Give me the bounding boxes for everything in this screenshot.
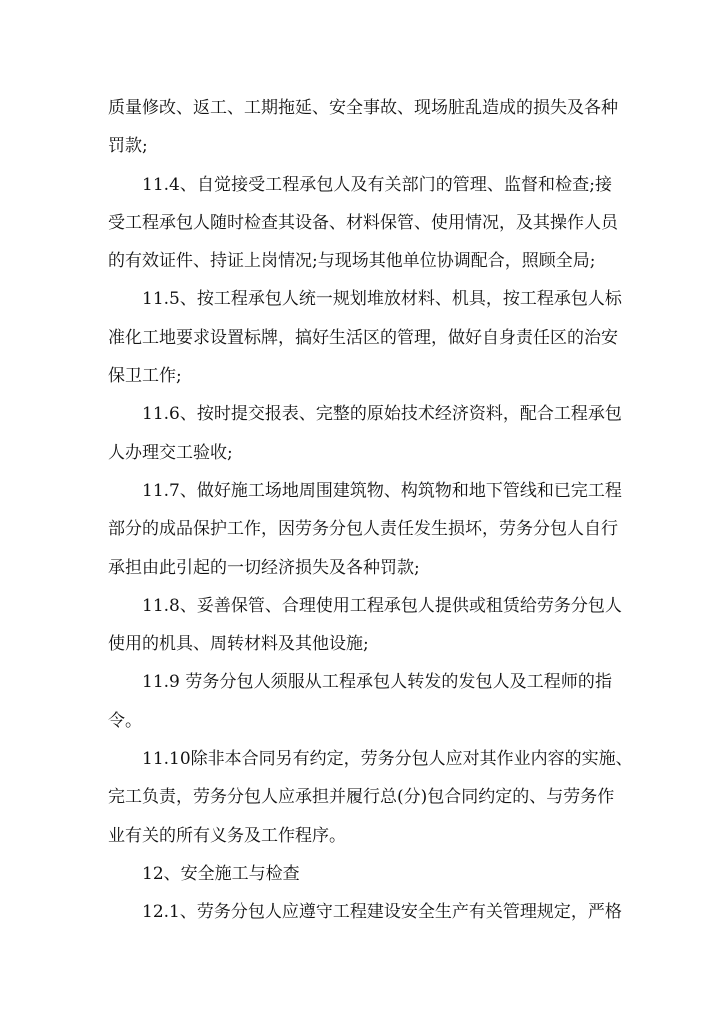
clause-11-9-start: 11.9 劳务分包人须服从工程承包人转发的发包人及工程师的指 xyxy=(142,672,612,693)
text-line: 准化工地要求设置标牌，搞好生活区的管理，做好自身责任区的治安 xyxy=(108,327,618,348)
text-line: 承担由此引起的一切经济损失及各种罚款; xyxy=(108,557,420,578)
text-line: 业有关的所有义务及工作程序。 xyxy=(108,825,346,846)
text-line: 保卫工作; xyxy=(108,366,182,387)
text-line: 使用的机具、周转材料及其他设施; xyxy=(108,634,369,655)
clause-11-8-start: 11.8、妥善保管、合理使用工程承包人提供或租赁给劳务分包人 xyxy=(142,595,622,616)
text-line: 部分的成品保护工作，因劳务分包人责任发生损坏，劳务分包人自行 xyxy=(108,519,618,540)
text-line: 令。 xyxy=(108,710,142,731)
text-line: 完工负责，劳务分包人应承担并履行总(分)包合同约定的、与劳务作 xyxy=(108,787,615,808)
section-12-heading: 12、安全施工与检查 xyxy=(142,863,300,884)
text-line: 受工程承包人随时检查其设备、材料保管、使用情况，及其操作人员 xyxy=(108,212,618,233)
clause-11-7-start: 11.7、做好施工场地周围建筑物、构筑物和地下管线和已完工程 xyxy=(142,480,622,501)
clause-11-4-start: 11.4、自觉接受工程承包人及有关部门的管理、监督和检查;接 xyxy=(142,174,612,195)
text-line: 质量修改、返工、工期拖延、安全事故、现场脏乱造成的损失及各种 xyxy=(108,98,618,118)
clause-12-1-start: 12.1、劳务分包人应遵守工程建设安全生产有关管理规定，严格 xyxy=(142,902,622,923)
text-line: 罚款; xyxy=(108,136,148,157)
clause-11-10-start: 11.10除非本合同另有约定，劳务分包人应对其作业内容的实施、 xyxy=(142,749,633,770)
body-text xyxy=(108,89,633,932)
clause-11-6-start: 11.6、按时提交报表、完整的原始技术经济资料，配合工程承包 xyxy=(142,404,622,425)
text-line: 的有效证件、持证上岗情况;与现场其他单位协调配合，照顾全局; xyxy=(108,251,596,272)
text-line: 人办理交工验收; xyxy=(108,442,233,463)
clause-11-5-start: 11.5、按工程承包人统一规划堆放材料、机具，按工程承包人标 xyxy=(142,289,622,310)
